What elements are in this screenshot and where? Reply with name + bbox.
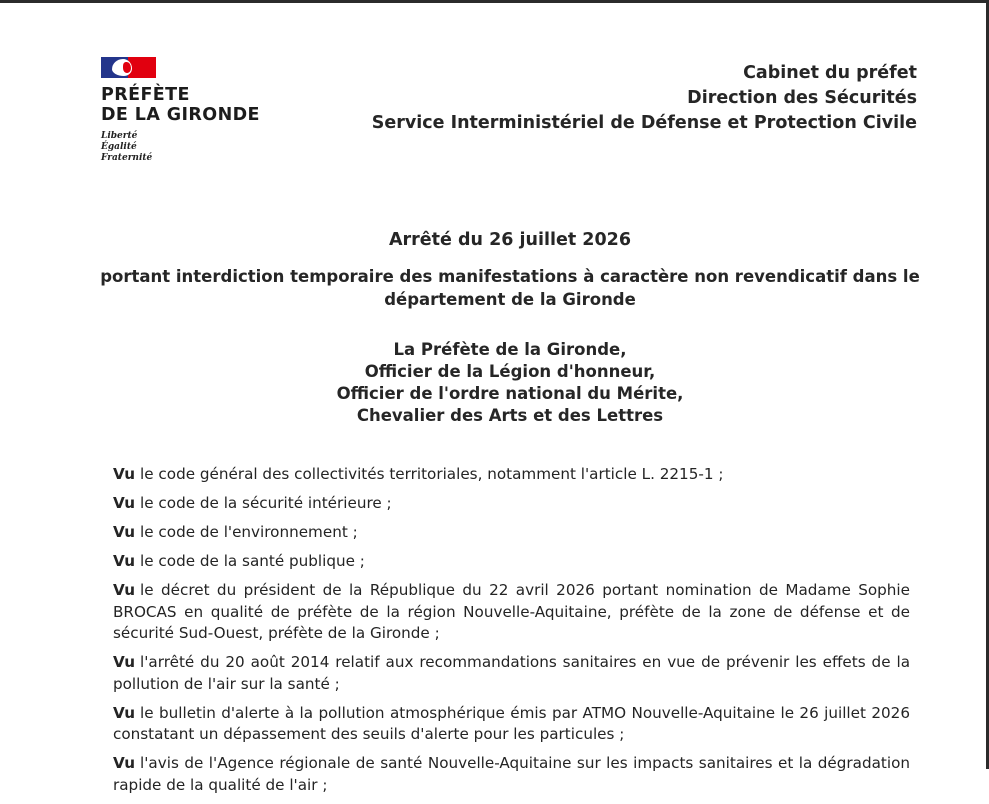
motto-liberte: Liberté xyxy=(101,131,138,141)
visa-item xyxy=(113,580,910,645)
visa-text: le code de la sécurité intérieure ; xyxy=(140,494,392,512)
prefete-title-line: Officier de la Légion d'honneur, xyxy=(364,362,656,381)
prefete-title-line: Officier de l'ordre national du Mérite, xyxy=(336,384,684,403)
vu-label: Vu xyxy=(113,581,136,599)
visa-item xyxy=(113,652,910,695)
header-line-service: Service Interministériel de Défense et Protection Civile xyxy=(371,113,917,133)
visa-text: le code de la santé publique ; xyxy=(140,552,365,570)
vu-label: Vu xyxy=(113,552,136,570)
visa-item xyxy=(113,753,910,796)
visa-item xyxy=(113,464,910,486)
arrete-subtitle xyxy=(100,265,920,311)
visa-text: le décret du président de la République du 22 avril 2026 portant nomination de Madame Sophie BROCAS en qualité de préfète de la région Nouvelle-Aquitaine, préfète de la zone de défense et de sécurité Sud-Ouest, préfète de la Gironde ; xyxy=(113,581,910,642)
prefete-titles xyxy=(100,339,920,427)
prefecture-logo xyxy=(101,57,281,164)
visa-text: le code de l'environnement ; xyxy=(140,523,358,541)
visas-list xyxy=(113,464,910,804)
prefecture-name-line: PRÉFÈTE xyxy=(101,85,190,105)
motto-egalite: Égalité xyxy=(101,142,137,152)
arrete-title: Arrêté du 26 juillet 2026 xyxy=(388,230,631,250)
vu-label: Vu xyxy=(113,465,136,483)
prefecture-name xyxy=(101,85,281,125)
vu-label: Vu xyxy=(113,703,136,722)
vu-label: Vu xyxy=(113,494,136,512)
visa-item xyxy=(113,522,910,544)
top-border xyxy=(0,0,989,3)
visa-text: le code général des collectivités territoriales, notamment l'article L. 2215-1 ; xyxy=(140,465,724,483)
prefecture-name-line: DE LA GIRONDE xyxy=(101,105,260,125)
visa-item xyxy=(113,493,910,515)
vu-label: Vu xyxy=(113,653,136,671)
visa-item xyxy=(113,703,910,746)
prefete-title-line: Chevalier des Arts et des Lettres xyxy=(356,406,664,425)
arrete-subtitle-line: département de la Gironde xyxy=(384,290,636,309)
vu-label: Vu xyxy=(113,754,136,772)
header-line-cabinet: Cabinet du préfet xyxy=(743,63,917,83)
header-line-direction: Direction des Sécurités xyxy=(687,88,917,108)
marianne-flag-icon xyxy=(101,57,156,78)
motto-fraternite: Fraternité xyxy=(101,153,153,163)
visa-item xyxy=(113,551,910,573)
vu-label: Vu xyxy=(113,523,136,541)
visa-text: l'avis de l'Agence régionale de santé Nouvelle-Aquitaine sur les impacts sanitaires et la dégradation rapide de la qualité de l'air ; xyxy=(113,754,910,794)
visa-text: le bulletin d'alerte à la pollution atmosphérique émis par ATMO Nouvelle-Aquitaine le 26 juillet 2026 constatant un dépassement des seuils d'alerte pour les particules ; xyxy=(113,703,910,743)
visa-text: l'arrêté du 20 août 2014 relatif aux recommandations sanitaires en vue de prévenir les effets de la pollution de l'air sur la santé ; xyxy=(113,653,910,693)
issuing-service-header xyxy=(372,61,917,136)
republic-motto xyxy=(101,131,281,164)
prefete-title-line: La Préfète de la Gironde, xyxy=(393,340,627,359)
arrete-subtitle-line: portant interdiction temporaire des manifestations à caractère non revendicatif dans le xyxy=(100,267,920,286)
